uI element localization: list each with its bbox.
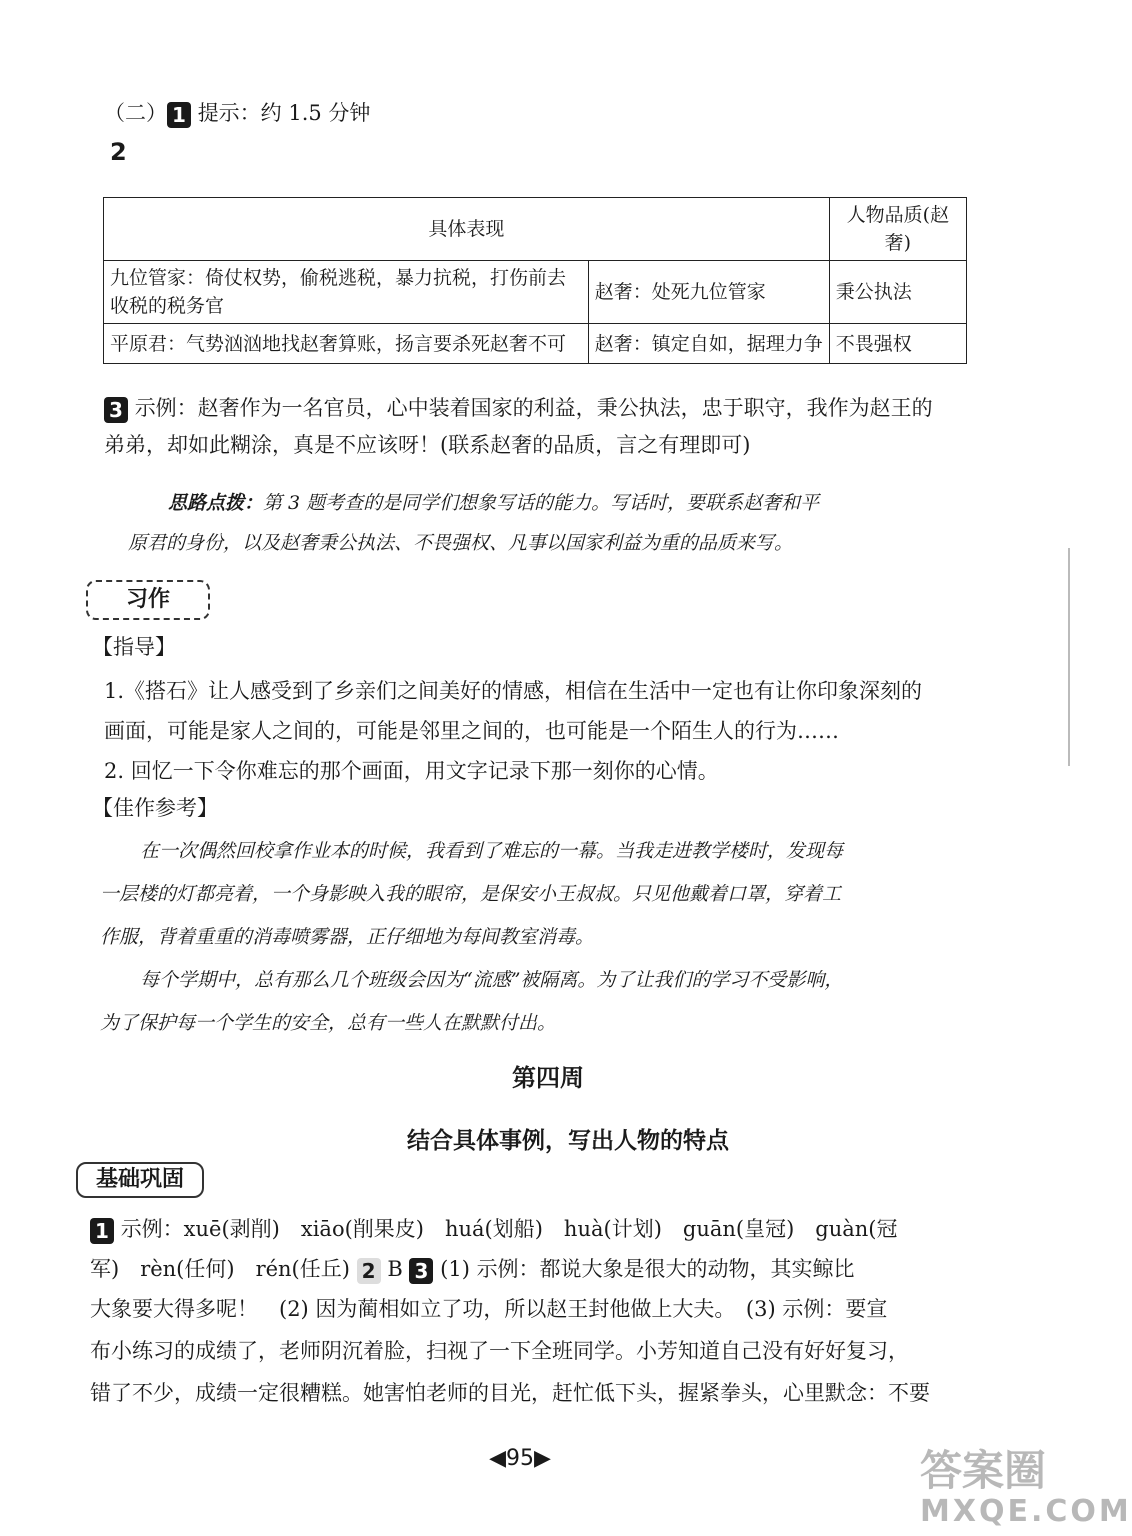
basics-line4: 布小练习的成绩了，老师阴沉着脸，扫视了一下全班同学。小芳知道自己没有好好复习，: [90, 1339, 909, 1363]
tip-label: 思路点拨：: [168, 492, 264, 514]
essay-line: 每个学期中，总有那么几个班级会因为“流感”被隔离。为了让我们的学习不受影响，: [140, 969, 844, 991]
basics-text-line1: 示例：xuē(剥削) xiāo(削果皮) huá(划船) huà(计划) guān(皇冠) guàn(冠: [120, 1217, 898, 1241]
basics-line3: 大象要大得多呢！ (2) 因为蔺相如立了功，所以赵王封他做上大夫。 (3) 示例：要宣: [90, 1297, 888, 1321]
table-header-quality: 人物品质(赵奢): [829, 198, 966, 261]
essay-line: 一层楼的灯都亮着，一个身影映入我的眼帘，是保安小王叔叔。只见他戴着口罩，穿着工: [100, 883, 842, 905]
q2-answer: B: [387, 1257, 403, 1281]
prev-arrow-icon: ◀: [489, 1446, 506, 1471]
table-cell: 九位管家：倚仗权势，偷税逃税，暴力抗税，打伤前去收税的税务官: [104, 261, 589, 324]
basics-line2: [90, 1254, 855, 1284]
essay-line: 为了保护每一个学生的安全，总有一些人在默默付出。: [100, 1012, 557, 1034]
table-cell: 赵奢：处死九位管家: [588, 261, 829, 324]
q3-text-line2: 弟弟，却如此糊涂，真是不应该呀！(联系赵奢的品质，言之有理即可): [104, 433, 751, 457]
ref-title: 【佳作参考】: [92, 796, 218, 820]
question-number-badge: 3: [409, 1258, 433, 1284]
next-arrow-icon: ▶: [534, 1446, 551, 1471]
basics-text-line2a: 军) rèn(任何) rén(任丘): [90, 1257, 350, 1281]
table-cell: 秉公执法: [829, 261, 966, 324]
page-number-value: 95: [506, 1446, 534, 1471]
tip-line1: [168, 484, 819, 522]
week-subtitle: 结合具体事例，写出人物的特点: [407, 1128, 729, 1154]
character-table: [103, 197, 967, 364]
watermark-logo: [920, 1448, 1132, 1530]
part2-prefix: （二）: [104, 101, 167, 125]
guide-title: 【指导】: [92, 635, 176, 659]
section-tag-writing: 习作: [86, 580, 210, 620]
page-number: [0, 1446, 1040, 1471]
table-cell: 平原君：气势汹汹地找赵奢算账，扬言要杀死赵奢不可: [104, 324, 589, 364]
watermark-sub: MXQE.COM: [920, 1494, 1132, 1529]
basics-text-line2b: (1) 示例：都说大象是很大的动物，其实鲸比: [440, 1257, 855, 1281]
guide2: 2. 回忆一下令你难忘的那个画面，用文字记录下那一刻你的心情。: [104, 759, 719, 783]
table-cell: 赵奢：镇定自如，据理力争: [588, 324, 829, 364]
question-number-badge: 1: [167, 102, 191, 128]
table-cell: 不畏强权: [829, 324, 966, 364]
essay-line: 作服，背着重重的消毒喷雾器，正仔细地为每间教室消毒。: [100, 926, 595, 948]
part2-q1: [104, 98, 370, 128]
q1-hint: 提示：约 1.5 分钟: [197, 101, 371, 125]
guide1-line2: 画面，可能是家人之间的，可能是邻里之间的，也可能是一个陌生人的行为……: [104, 719, 839, 743]
tip-text-line1: 第 3 题考查的是同学们想象写话的能力。写话时，要联系赵奢和平: [263, 492, 820, 514]
tip-text-line2: 原君的身份，以及赵奢秉公执法、不畏强权、凡事以国家利益为重的品质来写。: [128, 532, 794, 554]
table-header-performance: 具体表现: [104, 198, 830, 261]
watermark-main: 答案圈: [920, 1446, 1047, 1495]
part2-q2-number: 2: [110, 138, 127, 166]
guide1-line1: 1.《搭石》让人感受到了乡亲们之间美好的情感，相信在生活中一定也有让你印象深刻的: [104, 679, 923, 703]
side-rule: [1068, 548, 1070, 766]
section-tag-basics: 基础巩固: [76, 1162, 204, 1198]
question-number-badge: 2: [357, 1258, 381, 1284]
q3-line1: [104, 393, 933, 423]
question-number-badge: 1: [90, 1218, 114, 1244]
question-number-badge: 3: [104, 397, 128, 423]
basics-line1: [90, 1214, 898, 1244]
basics-line5: 错了不少，成绩一定很糟糕。她害怕老师的目光，赶忙低下头，握紧拳头，心里默念：不要: [90, 1381, 930, 1405]
essay-line: 在一次偶然回校拿作业本的时候，我看到了难忘的一幕。当我走进教学楼时，发现每: [140, 840, 844, 862]
q3-text-line1: 示例：赵奢作为一名官员，心中装着国家的利益，秉公执法，忠于职守，我作为赵王的: [134, 396, 933, 420]
week-title: 第四周: [512, 1064, 584, 1092]
